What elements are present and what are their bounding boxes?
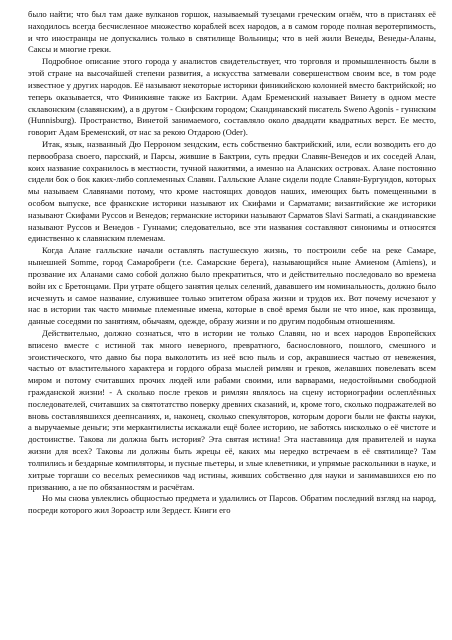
paragraph: Когда Алане галльские начали оставлять пастушескую жизнь, то построили себе на реке Самаре, нынешней Somme, город Самаробреги (т.е. Самарские берега), называющийся ныне Амиеном (Amiens), и прозвание их Аланами само собой должно было прекратиться, что и действительно последовало во времена войн их с Бретонцами. При утрате общего занятия целых селений, дававшего им номинальность, должно было исчезнуть и самое название, служившее только эпитетом образа жизни и трудов их. Вот почему исчезают у нас в истории так часто мнимые племенные имена, которые в своё время были не что иное, как прозвища, данные соседями по занятиям, обычаям, одежде, образу жизни и по другим подобным отношениям. <box>28 245 436 327</box>
paragraph: Итак, язык, названный Дю Перроном зендским, есть собственно бактрийский, или, если возводить его до первообраза своего, парсский, и Парсы, жившие в Бактрии, суть предки Славян-Венедов и их соседей Алан, коих название сохранилось в местности, тучной нажитями, а именно на Аланских островах. Алане постоянно сидели бок о бок каких-либо соплеменных Славян. Галльские Алане сидели подле Славян-Бургундов, которых мы называем Славянами потому, что кроме настоящих доводов наших, имеющих быть помещенными в особом выпуске, все франкские историки называют их Скифами и Сарматами; византийские же историки называют Скифами Руссов и Венедов; германские историки называют Сарматов Slavi Sarmati, а скандинавские называют Руссов и Венедов - Гуннами; следовательно, все эти названия составляют синонимы и относятся единственно к славянским племенам. <box>28 138 436 244</box>
paragraph: Действительно, должно сознаться, что в истории не только Славян, но и всех народов Европейских вписено вместе с истиной так много неверного, превратного, баснословного, пошлого, смешного и эгоистического, что давно бы пора выколотить из неё всю пыль и сор, акравшиеся частью от невежения, частью от властительного характера и гордого образа мыслей римлян и греков, желавших повелевать всем миром и потому считавших прочих людей или рабами своими, или варварами, недостойными свободной гражданской жизни! - А сколько после греков и римлян являлось на сцену историографии ослеплённых последователей, считавших за святотатство поверку древних сказаний, и, кроме того, сколько подражателей во вновь составлявшихся деепнсаниях, и, наконец, сколько спекуляторов, которым дороги были не факты науки, а выручаемые деньги; эти меркантилисты искажали ещё более историю, не заботясь нисколько о её чистоте и достоинстве. Такова ли должна быть история? Эта святая истина! Эта наставница для правителей и наука жизни для всех? Таковы ли должны быть жрецы её, каких мы нередко встречаем в её святилище? Там толпились и бездарные компиляторы, и пусные пьетеры, и злые клеветники, и упрямые раскольники в науке, и хитрые торгаши со веселых ремесников чад истины, живших собственно для науки и занимавшихся ею по призванию, а не по обязанностям и расчётам. <box>28 327 436 492</box>
paragraph: было найти; что был там даже вулканов горшок, называемый тузецами греческим огнём, что в пристанях её находилось всегда бесчисленное множество кораблей всех народов, а в самом городе полная веротерпимость, и что иностранцы не допускались только в святилище Вольницы; что в ней жили Венеды, Венеды-Аланы, Саксы и многие греки. <box>28 9 436 55</box>
paragraph: Но мы снова увлеклись общностью предмета и удалились от Парсов. Обратим последний взгляд на народ, посреди которого жил Зороастр или Зердест. Книги его <box>28 493 436 516</box>
paragraph: Подробное описание этого города у аналистов свидетельствует, что торговля и промышленность были в этой стране на высочайшей степени развития, а искусства затмевали совершенством своим все, в том роде известное у других народов. Её называют некоторые историки финикийскою колонией вместо бактрийской; но теперь оказывается, что Финикияне также из Бактрии. Адам Бременский называет Винету в одном месте склавонским (славянским), а в другом - Скифским городом; Скандинавский писатель Sweno Agonis - гуннским (Hunnisburg). Пространство, Винетой занимаемого, составляло около двадцати квадратных верст. Ее место, говорит Адам Бременский, от нас за рекою Отдарою (Oder). <box>28 56 436 138</box>
